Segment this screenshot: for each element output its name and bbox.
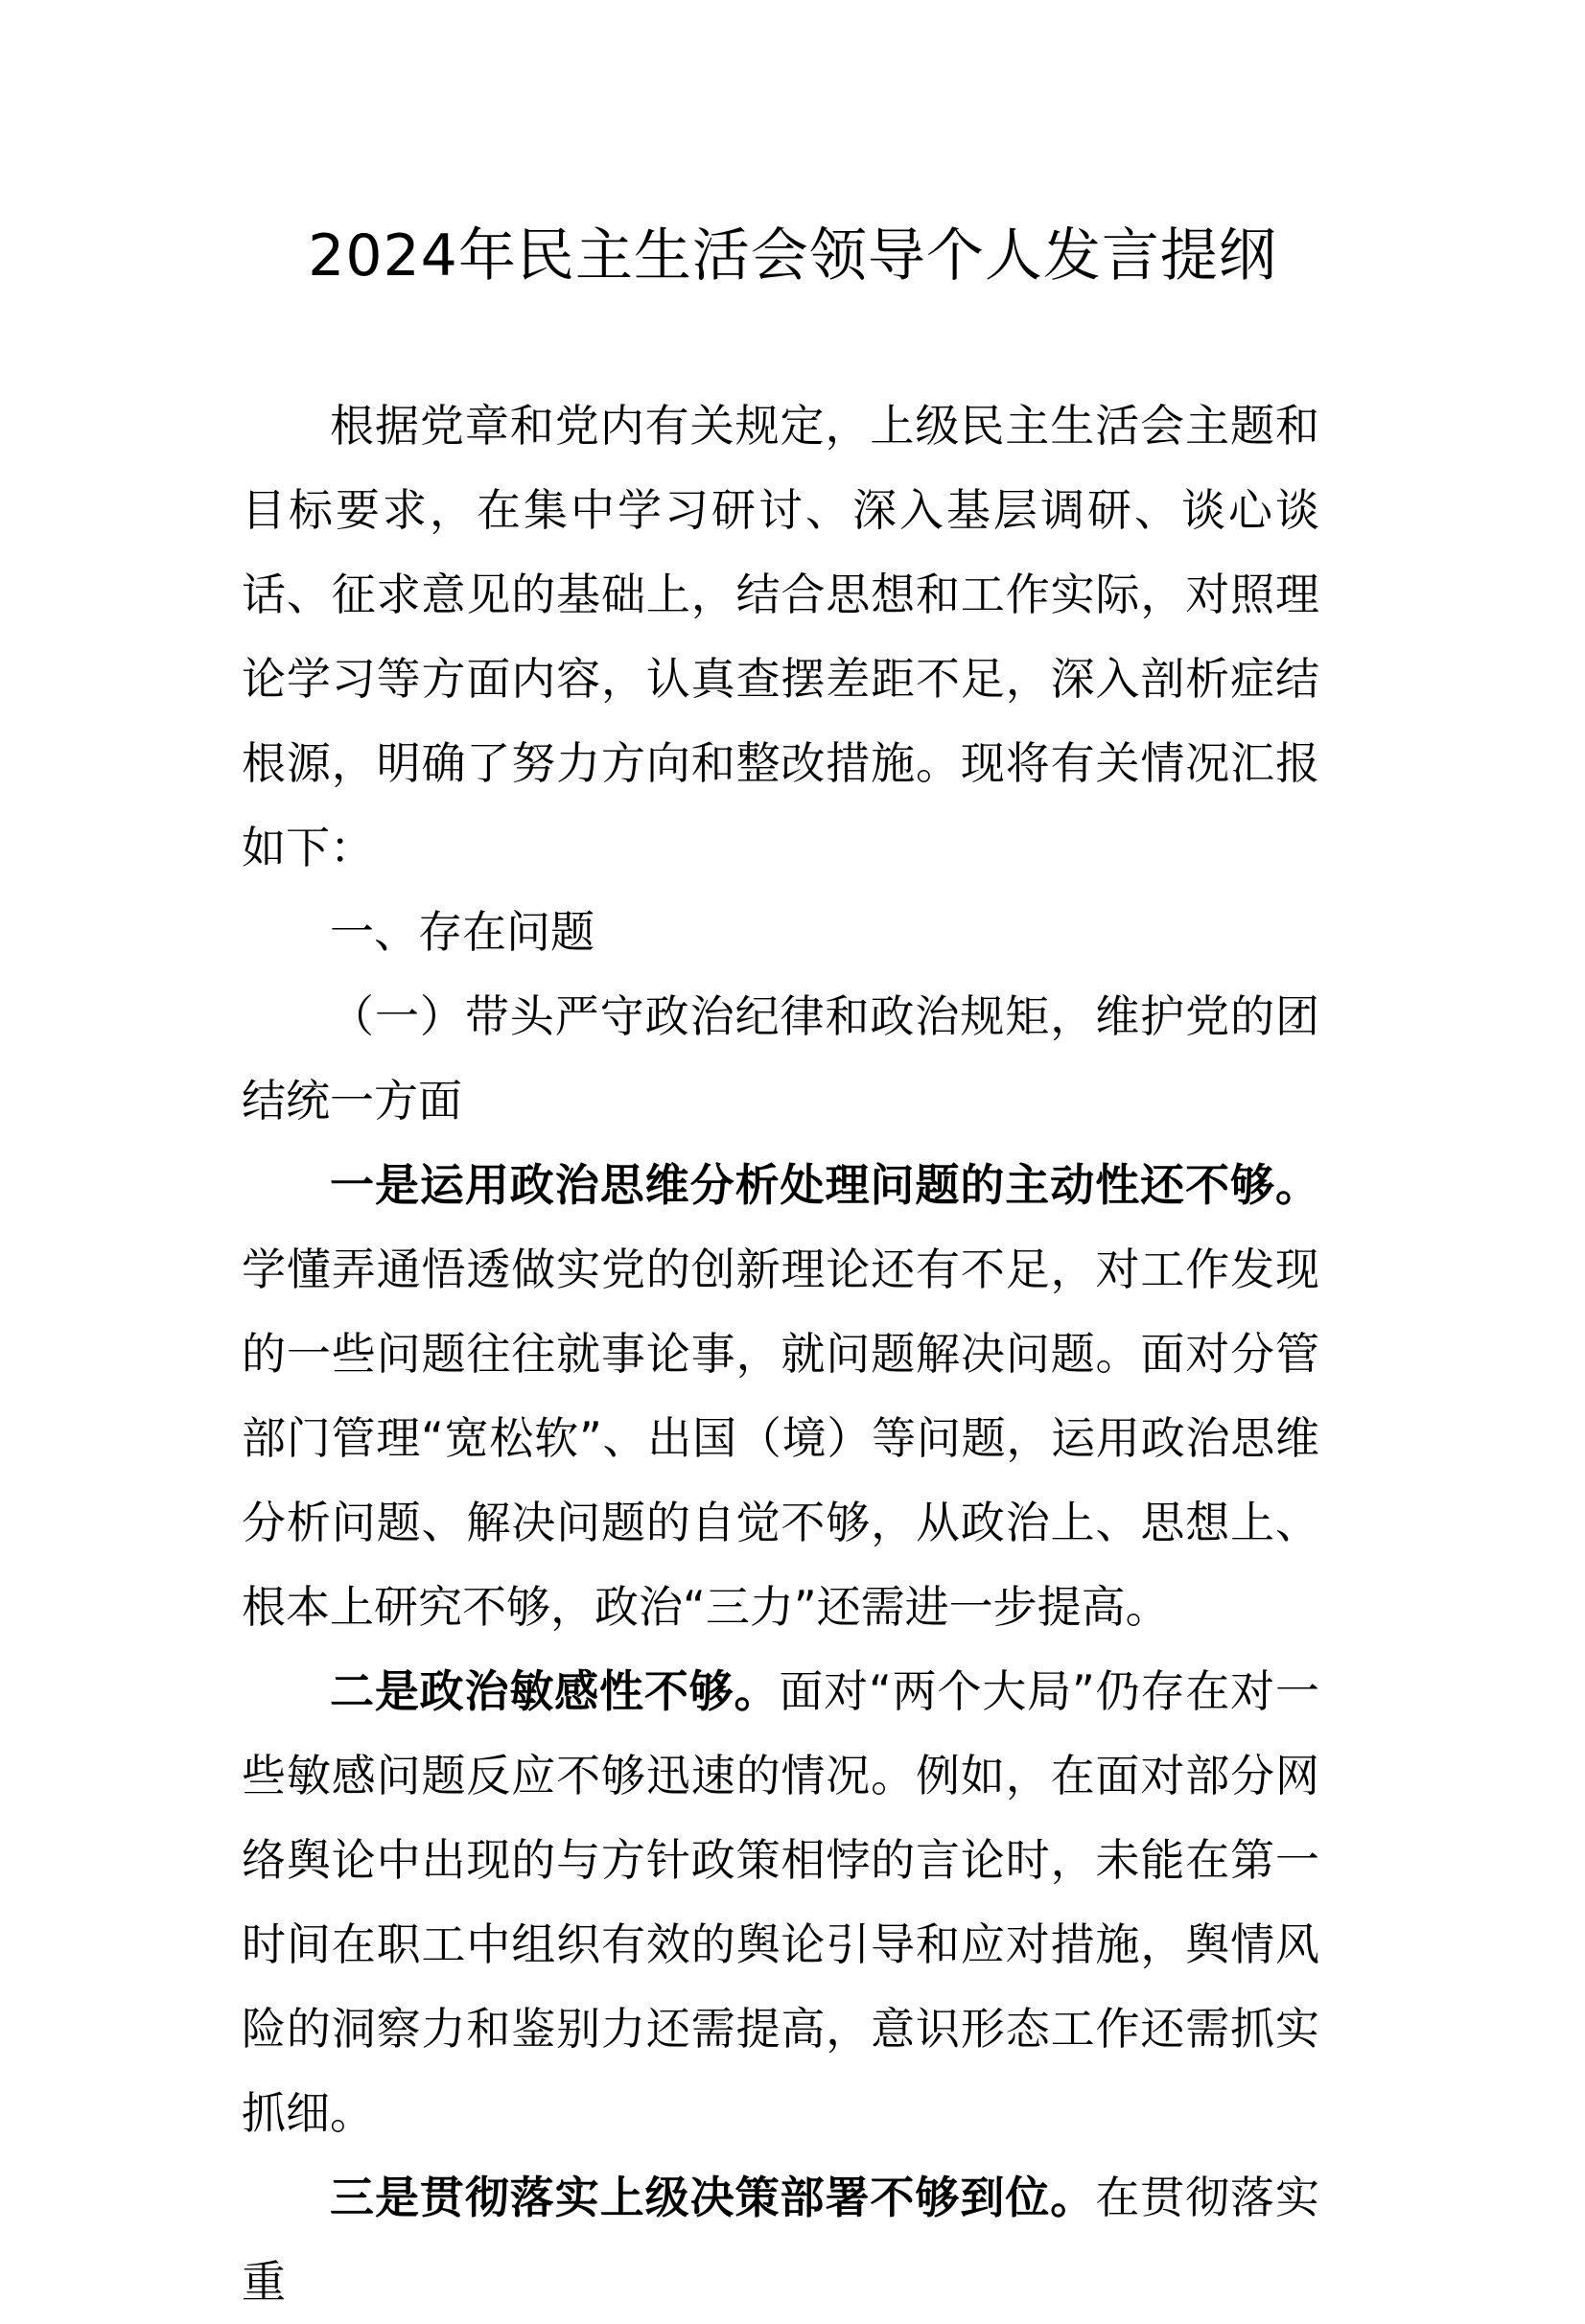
document-body xyxy=(242,383,1319,2324)
subsection-heading: （一）带头严守政治纪律和政治规矩，维护党的团结统一方面 xyxy=(242,990,1319,1127)
point-text-1: 学懂弄通悟透做实党的创新理论还有不足，对工作发现的一些问题往往就事论事，就问题解决问题。面对分管部门管理“宽松软”、出国（境）等问题，运用政治思维分析问题、解决问题的自觉不够，从政治上、思想上、根本上研究不够，政治“三力”还需进一步提高。 xyxy=(242,1243,1319,1633)
intro-paragraph: 根据党章和党内有关规定，上级民主生活会主题和目标要求，在集中学习研讨、深入基层调研、谈心谈话、征求意见的基础上，结合思想和工作实际，对照理论学习等方面内容，认真查摆差距不足，深入剖析症结根源，明确了努力方向和整改措施。现将有关情况汇报如下： xyxy=(242,400,1319,873)
point-text-3: 在贯彻落实重 xyxy=(242,2172,1320,2308)
point-paragraph-1 xyxy=(242,1143,1319,1649)
point-paragraph-2 xyxy=(242,1649,1319,2155)
point-lead-1: 一是运用政治思维分析处理问题的主动性还不够。 xyxy=(330,1159,1319,1211)
section-heading: 一、存在问题 xyxy=(330,906,594,958)
point-paragraph-3 xyxy=(242,2155,1319,2324)
point-lead-2: 二是政治敏感性不够。 xyxy=(330,1665,780,1717)
point-lead-3: 三是贯彻落实上级决策部署不够到位。 xyxy=(330,2172,1096,2223)
point-text-2: 面对“两个大局”仍存在对一些敏感问题反应不够迅速的情况。例如，在面对部分网络舆论中出现的与方针政策相悖的言论时，未能在第一时间在职工中组织有效的舆论引导和应对措施，舆情风险的洞察力和鉴别力还需提高，意识形态工作还需抓实抓细。 xyxy=(242,1665,1320,2139)
document-title: 2024年民主生活会领导个人发言提纲 xyxy=(308,222,1277,290)
